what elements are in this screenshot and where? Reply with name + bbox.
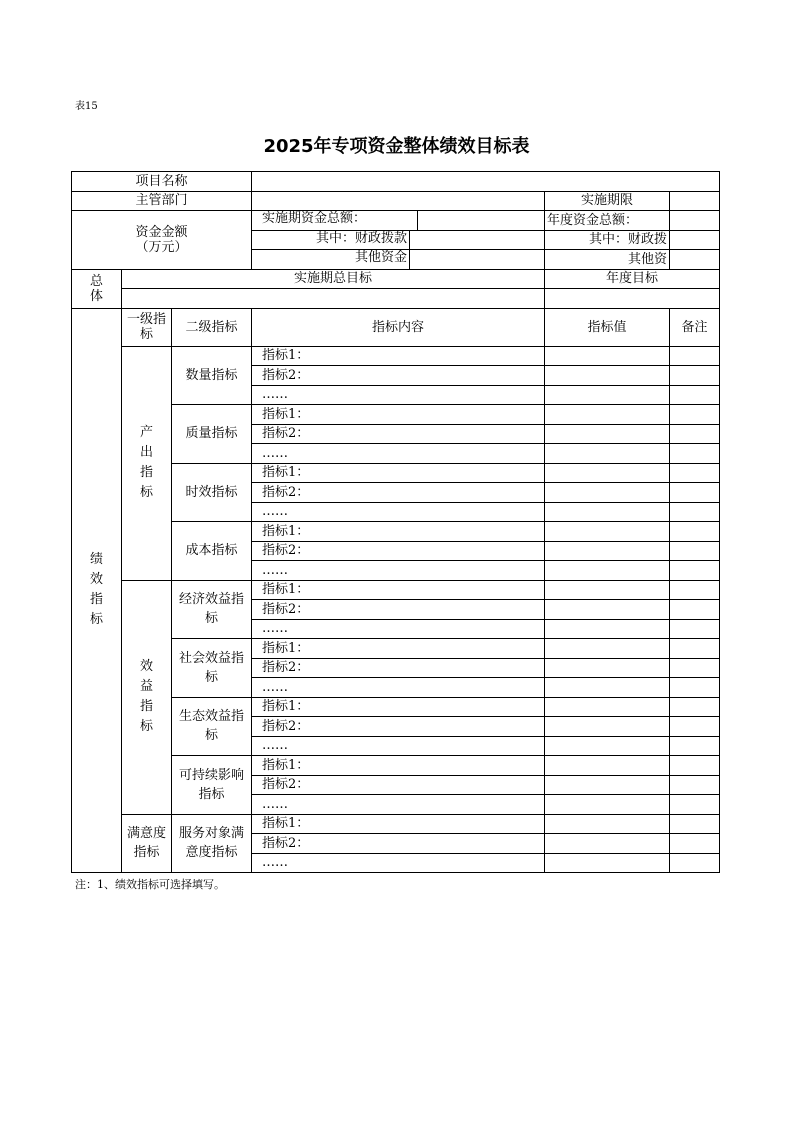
value-header: 指标值	[545, 308, 670, 346]
footnote: 注：1、绩效指标可选择填写。	[75, 878, 225, 891]
total-funds-cell	[252, 211, 545, 231]
indicator-more[interactable]: ……	[252, 444, 545, 464]
period-label: 实施期限	[545, 191, 670, 211]
timeliness-indicator: 时效指标	[172, 463, 252, 522]
quantity-indicator: 数量指标	[172, 346, 252, 405]
level1-header: 一级指标	[122, 308, 172, 346]
other-cell	[252, 250, 545, 270]
indicator-1[interactable]: 指标1：	[252, 346, 545, 366]
performance-goal-table	[71, 171, 720, 873]
fiscal-label: 其中：财政拨款	[316, 230, 408, 246]
indicator-1[interactable]: 指标1：	[252, 405, 545, 425]
indicator-2[interactable]: 指标2：	[252, 834, 545, 854]
indicator-more[interactable]: ……	[252, 385, 545, 405]
indicator-2[interactable]: 指标2：	[252, 483, 545, 503]
quality-indicator: 质量指标	[172, 405, 252, 464]
annual-funds-label: 年度资金总额：	[545, 211, 670, 231]
indicator-2[interactable]: 指标2：	[252, 366, 545, 386]
satisfaction-indicator-label: 满意度指标	[122, 814, 172, 873]
social-benefit-indicator: 社会效益指标	[172, 639, 252, 698]
other-label: 其他资金	[355, 250, 408, 265]
fiscal-short-label: 其中：财政拨	[545, 230, 670, 250]
page-title: 2025年专项资金整体绩效目标表	[263, 136, 530, 157]
annual-goal-value[interactable]	[545, 289, 720, 309]
indicator-2[interactable]: 指标2：	[252, 424, 545, 444]
overall-goal-label: 实施期总目标	[122, 269, 545, 289]
indicator-1[interactable]: 指标1：	[252, 463, 545, 483]
indicator-2[interactable]: 指标2：	[252, 541, 545, 561]
content-header: 指标内容	[252, 308, 545, 346]
fiscal-short-value[interactable]	[670, 230, 720, 250]
output-indicator-label: 产出指标	[122, 346, 172, 580]
indicator-more[interactable]: ……	[252, 502, 545, 522]
dept-label: 主管部门	[72, 191, 252, 211]
other-short-value[interactable]	[670, 250, 720, 270]
economic-benefit-indicator: 经济效益指标	[172, 580, 252, 639]
ecological-benefit-indicator: 生态效益指标	[172, 697, 252, 756]
annual-funds-value[interactable]	[670, 211, 720, 231]
total-funds-value[interactable]	[417, 211, 544, 230]
indicator-more[interactable]: ……	[252, 795, 545, 815]
indicator-more[interactable]: ……	[252, 736, 545, 756]
service-satisfaction-indicator: 服务对象满意度指标	[172, 814, 252, 873]
indicator-1[interactable]: 指标1：	[252, 639, 545, 659]
project-name-value[interactable]	[252, 172, 720, 192]
annual-goal-label: 年度目标	[545, 269, 720, 289]
fiscal-value[interactable]	[409, 231, 544, 250]
indicator-more[interactable]: ……	[252, 678, 545, 698]
overall-label: 总体	[72, 269, 122, 308]
indicator-2[interactable]: 指标2：	[252, 600, 545, 620]
indicator-2[interactable]: 指标2：	[252, 658, 545, 678]
indicator-more[interactable]: ……	[252, 853, 545, 873]
benefit-indicator-label: 效益指标	[122, 580, 172, 814]
funds-label-line1: 资金金额	[135, 224, 188, 240]
funds-label	[72, 211, 252, 270]
indicator-1[interactable]: 指标1：	[252, 580, 545, 600]
indicator-2[interactable]: 指标2：	[252, 717, 545, 737]
remark-header: 备注	[670, 308, 720, 346]
other-short-label: 其他资	[545, 250, 670, 270]
indicator-more[interactable]: ……	[252, 561, 545, 581]
indicator-1[interactable]: 指标1：	[252, 697, 545, 717]
overall-goal-value[interactable]	[122, 289, 545, 309]
funds-label-line2: （万元）	[135, 239, 188, 255]
perf-indicator-label: 绩效指标	[72, 308, 122, 873]
indicator-2[interactable]: 指标2：	[252, 775, 545, 795]
table-number: 表15	[75, 101, 98, 112]
indicator-1[interactable]: 指标1：	[252, 522, 545, 542]
project-name-label: 项目名称	[72, 172, 252, 192]
total-funds-label: 实施期资金总额：	[262, 211, 367, 226]
level2-header: 二级指标	[172, 308, 252, 346]
indicator-more[interactable]: ……	[252, 619, 545, 639]
dept-value[interactable]	[252, 191, 545, 211]
indicator-1[interactable]: 指标1：	[252, 756, 545, 776]
period-value[interactable]	[670, 191, 720, 211]
fiscal-cell	[252, 230, 545, 250]
sustainable-impact-indicator: 可持续影响指标	[172, 756, 252, 815]
other-value[interactable]	[409, 250, 544, 269]
indicator-1[interactable]: 指标1：	[252, 814, 545, 834]
cost-indicator: 成本指标	[172, 522, 252, 581]
